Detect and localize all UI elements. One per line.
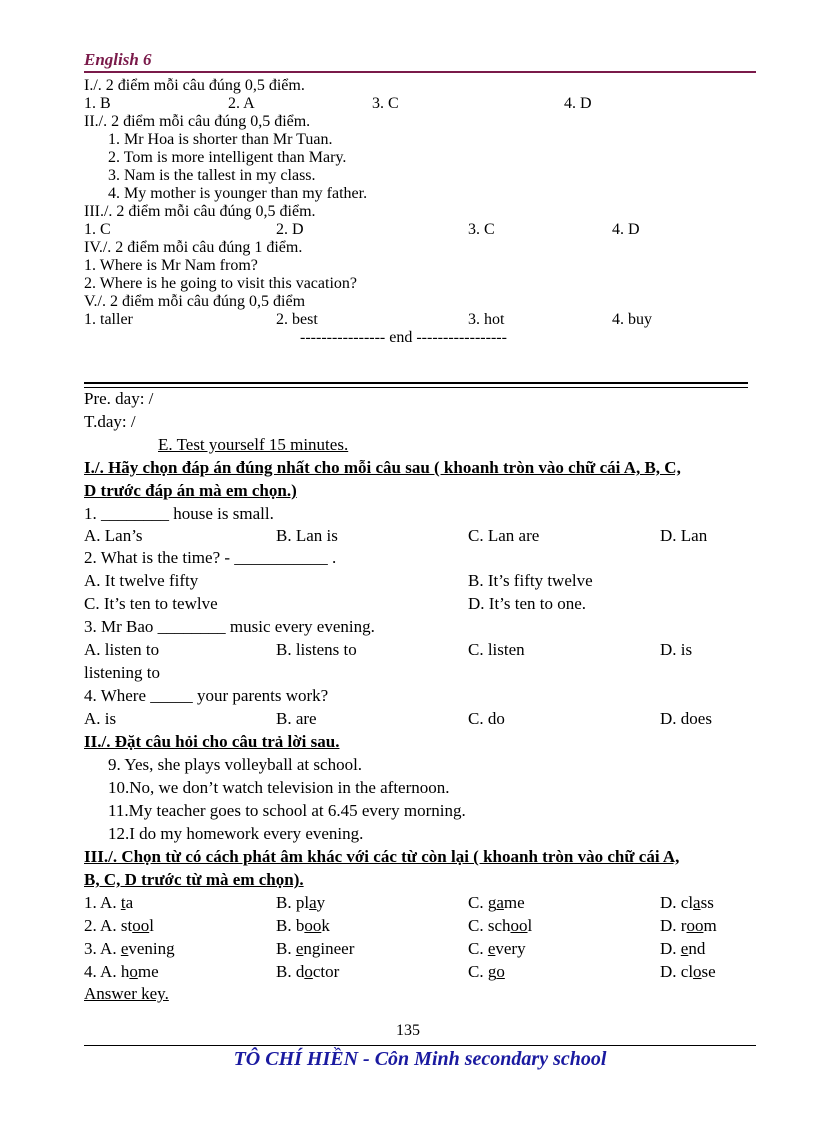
word-option: 1. A. ta <box>84 893 134 912</box>
word-option: D. end <box>660 939 706 958</box>
option: D. does <box>660 709 712 728</box>
option: A. Lan’s <box>84 526 143 545</box>
answer: 4. buy <box>612 311 652 328</box>
header-rule <box>84 71 756 73</box>
word-option: C. school <box>468 916 533 935</box>
key-section-1: I./. 2 điểm mỗi câu đúng 0,5 điểm. <box>84 77 305 94</box>
key-item: 1. Where is Mr Nam from? <box>84 257 258 274</box>
part-3-heading-cont: B, C, D trước từ mà em chọn). <box>84 870 304 889</box>
word-option: 3. A. evening <box>84 939 175 958</box>
question-3-option-cont: listening to <box>84 663 161 682</box>
question-2: 2. What is the time? - ___________ . <box>84 548 337 567</box>
part-1-heading-cont: D trước đáp án mà em chọn.) <box>84 481 297 500</box>
part-2-item: 9. Yes, she plays volleyball at school. <box>108 755 363 774</box>
option: B. listens to <box>276 640 357 659</box>
question-3: 3. Mr Bao ________ music every evening. <box>84 617 375 636</box>
t-day: T.day: / <box>84 412 136 431</box>
key-item: 1. Mr Hoa is shorter than Mr Tuan. <box>108 131 333 148</box>
key-section-4: IV./. 2 điểm mỗi câu đúng 1 điểm. <box>84 239 303 256</box>
pre-day: Pre. day: / <box>84 389 154 408</box>
word-option: C. every <box>468 939 526 958</box>
word-option: D. room <box>660 916 717 935</box>
option: A. listen to <box>84 640 160 659</box>
option: C. Lan are <box>468 526 540 545</box>
answer: 3. C <box>372 95 399 112</box>
word-option: B. doctor <box>276 962 340 981</box>
option: D. It’s ten to one. <box>468 594 587 613</box>
word-option: D. class <box>660 893 714 912</box>
section-divider <box>84 387 748 388</box>
answer: 4. D <box>564 95 592 112</box>
answer: 2. A <box>228 95 255 112</box>
option: C. It’s ten to tewlve <box>84 594 218 613</box>
question-4: 4. Where _____ your parents work? <box>84 686 329 705</box>
option: A. It twelve fifty <box>84 571 199 590</box>
answer: 1. C <box>84 221 111 238</box>
answer: 4. D <box>612 221 640 238</box>
part-2-item: 12.I do my homework every evening. <box>108 824 364 843</box>
option: D. Lan <box>660 526 708 545</box>
option: C. do <box>468 709 505 728</box>
answer: 2. D <box>276 221 304 238</box>
word-option: B. play <box>276 893 326 912</box>
key-item: 2. Where is he going to visit this vacation? <box>84 275 357 292</box>
part-3-heading: III./. Chọn từ có cách phát âm khác với các từ còn lại ( khoanh tròn vào chữ cái A, <box>84 847 680 866</box>
word-option: D. close <box>660 962 716 981</box>
part-2-item: 11.My teacher goes to school at 6.45 every morning. <box>108 801 466 820</box>
footer-text: TÔ CHÍ HIỀN - Côn Minh secondary school <box>233 1048 607 1070</box>
answer: 3. C <box>468 221 495 238</box>
word-option: B. engineer <box>276 939 355 958</box>
question-1: 1. ________ house is small. <box>84 504 274 523</box>
word-option: C. game <box>468 893 525 912</box>
option: B. are <box>276 709 317 728</box>
footer-rule <box>84 1045 756 1046</box>
key-section-2: II./. 2 điểm mỗi câu đúng 0,5 điểm. <box>84 113 311 130</box>
word-option: 2. A. stool <box>84 916 154 935</box>
option: A. is <box>84 709 117 728</box>
option: D. is <box>660 640 693 659</box>
answer: 1. B <box>84 95 111 112</box>
key-item: 2. Tom is more intelligent than Mary. <box>108 149 347 166</box>
section-divider <box>84 382 748 384</box>
word-option: C. go <box>468 962 505 981</box>
part-2-heading: II./. Đặt câu hỏi cho câu trả lời sau. <box>84 732 340 751</box>
answer: 2. best <box>276 311 318 328</box>
answer: 3. hot <box>468 311 505 328</box>
page-number: 135 <box>396 1022 420 1039</box>
word-option: 4. A. home <box>84 962 159 981</box>
option: B. It’s fifty twelve <box>468 571 593 590</box>
header-title: English 6 <box>84 50 152 69</box>
key-section-5: V./. 2 điểm mỗi câu đúng 0,5 điểm <box>84 293 306 310</box>
part-2-item: 10.No, we don’t watch television in the afternoon. <box>108 778 450 797</box>
option: B. Lan is <box>276 526 338 545</box>
answer: 1. taller <box>84 311 133 328</box>
key-section-3: III./. 2 điểm mỗi câu đúng 0,5 điểm. <box>84 203 316 220</box>
key-item: 4. My mother is younger than my father. <box>108 185 368 202</box>
end-marker: ---------------- end ----------------- <box>300 329 507 346</box>
key-item: 3. Nam is the tallest in my class. <box>108 167 316 184</box>
word-option: B. book <box>276 916 330 935</box>
answer-key-label: Answer key. <box>84 984 169 1003</box>
test-title: E. Test yourself 15 minutes. <box>158 435 349 454</box>
option: C. listen <box>468 640 525 659</box>
part-1-heading: I./. Hãy chọn đáp án đúng nhất cho mỗi câu sau ( khoanh tròn vào chữ cái A, B, C, <box>84 458 681 477</box>
